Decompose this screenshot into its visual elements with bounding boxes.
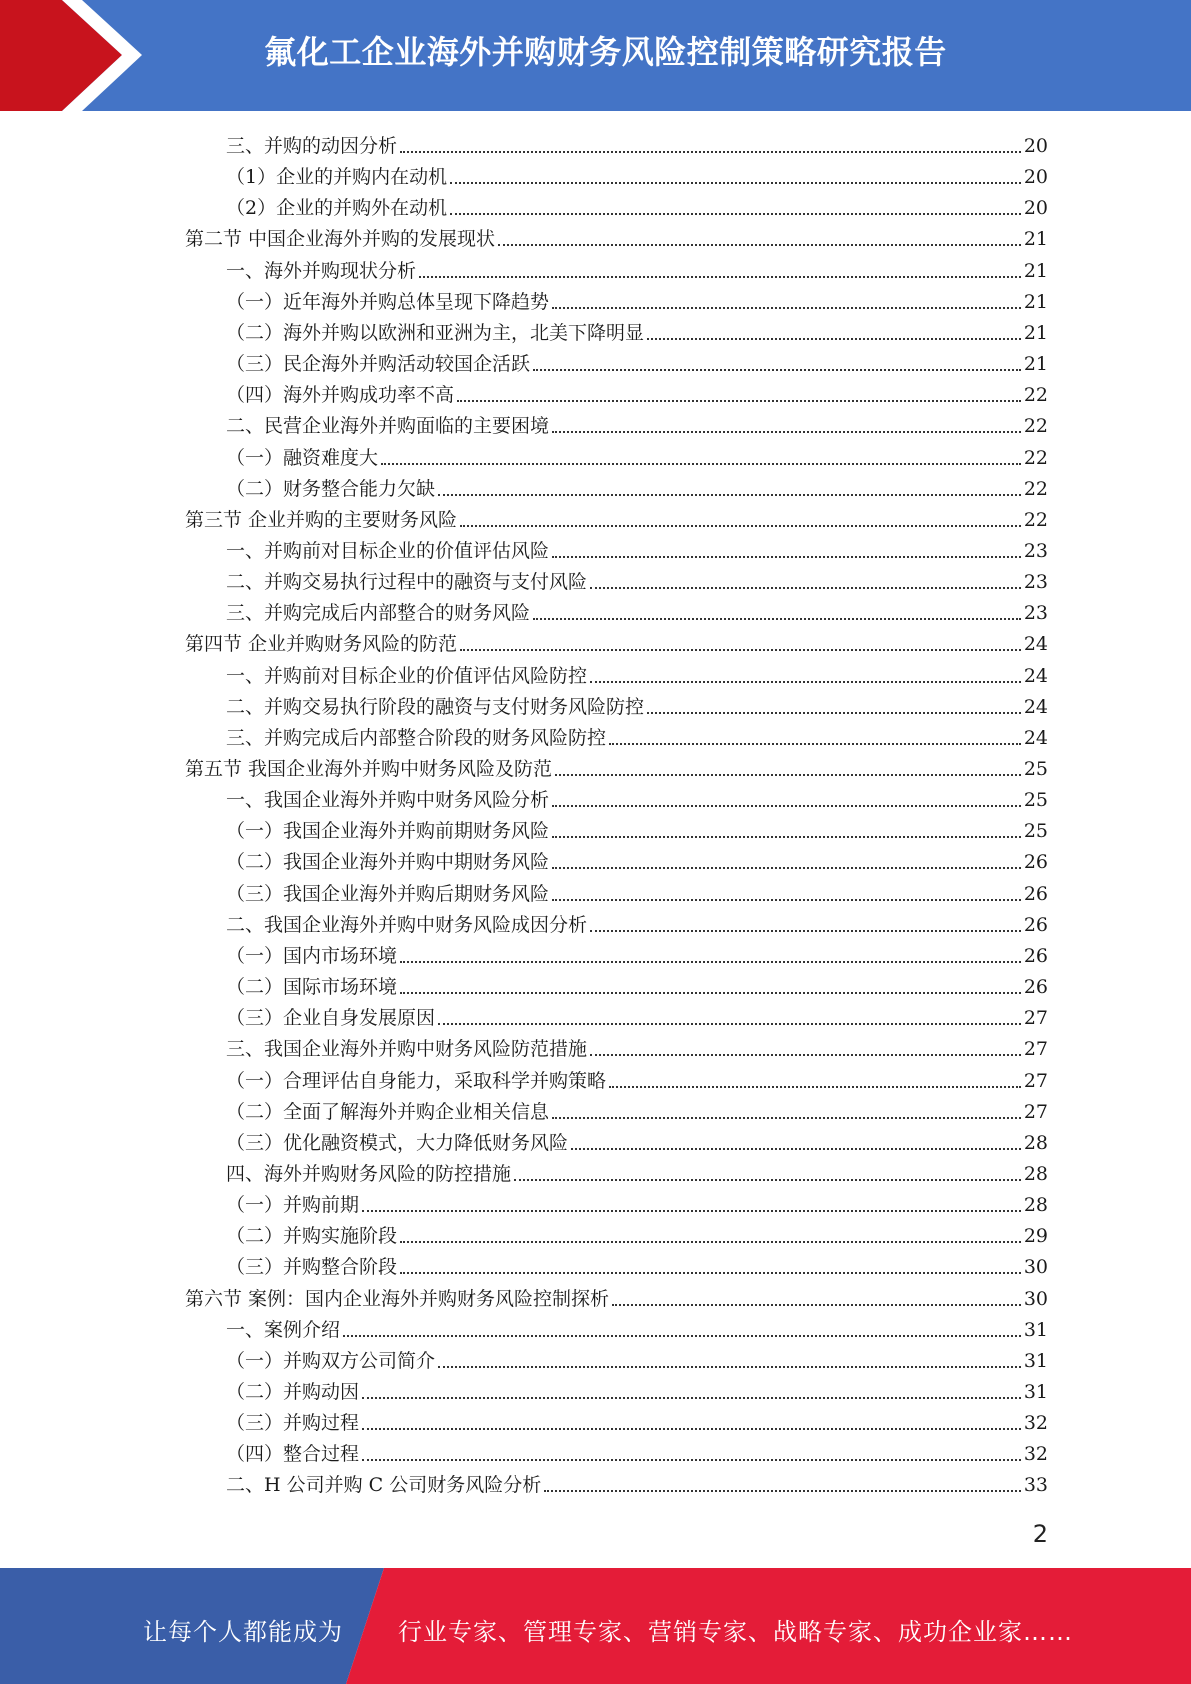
toc-entry-page: 26 — [1023, 913, 1048, 936]
toc-entry-page: 24 — [1023, 726, 1048, 749]
toc-leader-dots — [362, 1210, 1021, 1212]
toc-entry[interactable] — [226, 470, 1048, 501]
toc-entry[interactable] — [185, 501, 1048, 532]
toc-entry[interactable] — [226, 439, 1048, 470]
toc-entry-label: 四、海外并购财务风险的防控措施 — [226, 1162, 512, 1185]
toc-leader-dots — [533, 618, 1021, 620]
toc-entry[interactable] — [226, 968, 1048, 999]
footer-slogan-right: 行业专家、管理专家、营销专家、战略专家、成功企业家…… — [398, 1618, 1073, 1646]
toc-leader-dots — [533, 369, 1021, 371]
toc-leader-dots — [544, 1490, 1021, 1492]
toc-entry-page: 28 — [1023, 1162, 1048, 1185]
toc-leader-dots — [552, 556, 1021, 558]
toc-entry-label: 三、我国企业海外并购中财务风险防范措施 — [226, 1038, 588, 1061]
toc-leader-dots — [609, 1086, 1021, 1088]
toc-entry-page: 22 — [1023, 477, 1048, 500]
toc-entry-label: （三）优化融资模式，大力降低财务风险 — [226, 1131, 569, 1154]
toc-entry-label: 二、民营企业海外并购面临的主要困境 — [226, 415, 550, 438]
toc-leader-dots — [552, 867, 1021, 869]
toc-entry-page: 25 — [1023, 820, 1048, 843]
toc-leader-dots — [343, 1335, 1021, 1337]
toc-entry-page: 23 — [1023, 571, 1048, 594]
toc-entry[interactable] — [226, 875, 1048, 906]
toc-entry-page: 30 — [1023, 1256, 1048, 1279]
toc-entry-label: （三）并购过程 — [226, 1412, 360, 1435]
chevron-logo-icon — [0, 0, 150, 111]
toc-entry-label: （1）企业的并购内在动机 — [226, 166, 448, 189]
toc-entry-page: 32 — [1023, 1443, 1048, 1466]
toc-entry[interactable] — [226, 1342, 1048, 1373]
toc-leader-dots — [647, 712, 1021, 714]
toc-entry[interactable] — [226, 688, 1048, 719]
toc-entry-label: （三）企业自身发展原因 — [226, 1007, 436, 1030]
toc-leader-dots — [514, 1179, 1021, 1181]
toc-entry[interactable] — [226, 594, 1048, 625]
toc-entry[interactable] — [226, 1062, 1048, 1093]
toc-entry-label: 三、并购完成后内部整合阶段的财务风险防控 — [226, 726, 607, 749]
footer-slogan-left: 让每个人都能成为 — [143, 1618, 343, 1646]
toc-entry-label: （一）近年海外并购总体呈现下降趋势 — [226, 290, 550, 313]
toc-leader-dots — [498, 244, 1021, 246]
toc-entry-label: 第五节 我国企业海外并购中财务风险及防范 — [185, 758, 553, 780]
toc-leader-dots — [362, 1428, 1021, 1430]
toc-entry-page: 22 — [1023, 508, 1048, 531]
toc-entry[interactable] — [226, 937, 1048, 968]
toc-entry[interactable] — [226, 407, 1048, 438]
toc-leader-dots — [400, 151, 1021, 153]
toc-entry[interactable] — [226, 1124, 1048, 1155]
toc-leader-dots — [590, 587, 1021, 589]
toc-entry-label: 三、并购的动因分析 — [226, 135, 398, 157]
toc-entry-label: （一）并购双方公司简介 — [226, 1349, 436, 1372]
toc-entry-page: 22 — [1023, 415, 1048, 438]
toc-entry-page: 26 — [1023, 976, 1048, 999]
toc-entry-page: 27 — [1023, 1100, 1048, 1123]
toc-leader-dots — [438, 1023, 1021, 1025]
toc-leader-dots — [552, 899, 1021, 901]
toc-entry-label: （二）我国企业海外并购中期财务风险 — [226, 851, 550, 874]
toc-entry-page: 31 — [1023, 1349, 1048, 1372]
toc-entry-label: （三）并购整合阶段 — [226, 1256, 398, 1279]
toc-leader-dots — [438, 494, 1021, 496]
toc-entry-label: （一）合理评估自身能力，采取科学并购策略 — [226, 1069, 607, 1092]
toc-entry[interactable] — [226, 252, 1048, 283]
toc-entry-label: （二）国际市场环境 — [226, 976, 398, 999]
toc-entry-page: 21 — [1023, 321, 1048, 344]
toc-entry-page: 30 — [1023, 1287, 1048, 1310]
toc-entry-label: （一）融资难度大 — [226, 446, 379, 469]
toc-entry-label: 二、并购交易执行过程中的融资与支付风险 — [226, 571, 588, 594]
toc-entry[interactable] — [226, 781, 1048, 812]
toc-leader-dots — [460, 649, 1021, 651]
toc-entry-page: 21 — [1023, 228, 1048, 251]
toc-entry-page: 20 — [1023, 197, 1048, 220]
toc-entry-label: （一）我国企业海外并购前期财务风险 — [226, 820, 550, 843]
toc-entry-label: 一、我国企业海外并购中财务风险分析 — [226, 789, 550, 812]
toc-entry-page: 26 — [1023, 851, 1048, 874]
toc-entry[interactable] — [226, 1466, 1048, 1497]
toc-entry[interactable] — [226, 532, 1048, 563]
toc-entry-page: 20 — [1023, 166, 1048, 189]
toc-entry-page: 28 — [1023, 1194, 1048, 1217]
toc-entry[interactable] — [226, 1404, 1048, 1435]
toc-entry[interactable] — [226, 345, 1048, 376]
toc-entry-label: 二、并购交易执行阶段的融资与支付财务风险防控 — [226, 695, 645, 718]
toc-entry-page: 25 — [1023, 758, 1048, 780]
toc-entry-page: 24 — [1023, 633, 1048, 656]
toc-leader-dots — [381, 463, 1021, 465]
toc-leader-dots — [647, 338, 1021, 340]
toc-leader-dots — [552, 307, 1021, 309]
toc-entry-page: 24 — [1023, 695, 1048, 718]
toc-entry-page: 33 — [1023, 1474, 1048, 1497]
toc-leader-dots — [552, 1117, 1021, 1119]
toc-entry-label: 一、并购前对目标企业的价值评估风险防控 — [226, 664, 588, 687]
toc-entry-page: 32 — [1023, 1412, 1048, 1435]
toc-entry-label: 第三节 企业并购的主要财务风险 — [185, 508, 458, 531]
toc-entry-label: 一、海外并购现状分析 — [226, 259, 417, 282]
toc-entry-label: （四）整合过程 — [226, 1443, 360, 1466]
toc-entry-label: 二、H 公司并购 C 公司财务风险分析 — [226, 1474, 542, 1497]
toc-leader-dots — [400, 992, 1021, 994]
toc-leader-dots — [552, 836, 1021, 838]
toc-leader-dots — [362, 1397, 1021, 1399]
toc-entry-label: 第二节 中国企业海外并购的发展现状 — [185, 228, 496, 251]
toc-entry-page: 27 — [1023, 1038, 1048, 1061]
toc-entry-label: 三、并购完成后内部整合的财务风险 — [226, 602, 531, 625]
toc-entry-label: 第四节 企业并购财务风险的防范 — [185, 633, 458, 656]
toc-leader-dots — [612, 1304, 1021, 1306]
toc-leader-dots — [438, 1366, 1021, 1368]
toc-entry[interactable] — [226, 1311, 1048, 1342]
toc-entry-page: 28 — [1023, 1131, 1048, 1154]
toc-leader-dots — [590, 930, 1021, 932]
toc-entry[interactable] — [226, 376, 1048, 407]
toc-entry-page: 23 — [1023, 539, 1048, 562]
toc-leader-dots — [590, 681, 1021, 683]
toc-leader-dots — [571, 1148, 1021, 1150]
toc-entry-page: 31 — [1023, 1381, 1048, 1403]
toc-entry-label: （二）财务整合能力欠缺 — [226, 477, 436, 500]
toc-entry-label: （二）全面了解海外并购企业相关信息 — [226, 1100, 550, 1123]
toc-leader-dots — [552, 431, 1021, 433]
toc-leader-dots — [450, 213, 1021, 215]
document-title: 氟化工企业海外并购财务风险控制策略研究报告 — [264, 33, 947, 71]
toc-entry[interactable] — [226, 563, 1048, 594]
toc-entry[interactable] — [226, 1155, 1048, 1186]
toc-entry[interactable] — [226, 906, 1048, 937]
toc-entry-label: （二）并购实施阶段 — [226, 1225, 398, 1248]
toc-entry[interactable] — [185, 1280, 1048, 1311]
toc-entry-page: 21 — [1023, 259, 1048, 282]
toc-entry-label: （一）国内市场环境 — [226, 944, 398, 967]
toc-leader-dots — [400, 1241, 1021, 1243]
toc-entry[interactable] — [226, 1093, 1048, 1124]
header-band — [0, 0, 1191, 111]
toc-entry[interactable] — [185, 750, 1048, 781]
toc-entry[interactable] — [226, 189, 1048, 220]
page-number: 2 — [1032, 1520, 1048, 1548]
toc-entry[interactable] — [226, 719, 1048, 750]
toc-entry-page: 20 — [1023, 135, 1048, 157]
toc-entry-label: （二）并购动因 — [226, 1381, 360, 1403]
toc-entry-page: 23 — [1023, 602, 1048, 625]
toc-entry-label: 第六节 案例：国内企业海外并购财务风险控制探析 — [185, 1287, 610, 1310]
toc-leader-dots — [590, 1054, 1021, 1056]
toc-entry-page: 21 — [1023, 353, 1048, 376]
toc-entry-label: （2）企业的并购外在动机 — [226, 197, 448, 220]
toc-entry-page: 31 — [1023, 1318, 1048, 1341]
toc-entry[interactable] — [226, 657, 1048, 688]
toc-entry-page: 26 — [1023, 882, 1048, 905]
toc-entry-label: 一、并购前对目标企业的价值评估风险 — [226, 539, 550, 562]
toc-leader-dots — [552, 805, 1021, 807]
toc-entry[interactable] — [226, 1217, 1048, 1248]
toc-entry[interactable] — [226, 1248, 1048, 1279]
toc-entry-page: 22 — [1023, 446, 1048, 469]
toc-leader-dots — [450, 182, 1021, 184]
toc-leader-dots — [555, 774, 1021, 776]
toc-entry[interactable] — [226, 812, 1048, 843]
toc-entry[interactable] — [185, 625, 1048, 656]
toc-leader-dots — [400, 961, 1021, 963]
toc-entry-page: 25 — [1023, 789, 1048, 812]
toc-entry-label: 一、案例介绍 — [226, 1318, 341, 1341]
toc-entry-label: （四）海外并购成功率不高 — [226, 384, 455, 407]
toc-entry[interactable] — [226, 314, 1048, 345]
toc-leader-dots — [362, 1459, 1021, 1461]
toc-entry[interactable] — [226, 1435, 1048, 1466]
toc-leader-dots — [460, 525, 1021, 527]
toc-entry-page: 27 — [1023, 1069, 1048, 1092]
toc-leader-dots — [457, 400, 1021, 402]
toc-entry-label: （一）并购前期 — [226, 1194, 360, 1217]
toc-entry[interactable] — [226, 1186, 1048, 1217]
toc-entry[interactable] — [226, 999, 1048, 1030]
toc-entry[interactable] — [226, 127, 1048, 158]
toc-entry-label: （二）海外并购以欧洲和亚洲为主，北美下降明显 — [226, 321, 645, 344]
toc-entry[interactable] — [226, 1373, 1048, 1404]
toc-leader-dots — [609, 743, 1021, 745]
toc-entry-page: 29 — [1023, 1225, 1048, 1248]
toc-entry-page: 27 — [1023, 1007, 1048, 1030]
toc-entry-page: 24 — [1023, 664, 1048, 687]
toc-entry[interactable] — [226, 1030, 1048, 1061]
toc-entry-label: 二、我国企业海外并购中财务风险成因分析 — [226, 913, 588, 936]
toc-entry-page: 26 — [1023, 944, 1048, 967]
toc-entry[interactable] — [226, 283, 1048, 314]
toc-entry-label: （三）我国企业海外并购后期财务风险 — [226, 882, 550, 905]
toc-entry[interactable] — [226, 843, 1048, 874]
toc-leader-dots — [419, 276, 1021, 278]
toc-entry-page: 21 — [1023, 290, 1048, 313]
toc-entry[interactable] — [226, 158, 1048, 189]
toc-leader-dots — [400, 1272, 1021, 1274]
toc-entry-page: 22 — [1023, 384, 1048, 407]
toc-entry[interactable] — [185, 220, 1048, 251]
toc-entry-label: （三）民企海外并购活动较国企活跃 — [226, 353, 531, 376]
